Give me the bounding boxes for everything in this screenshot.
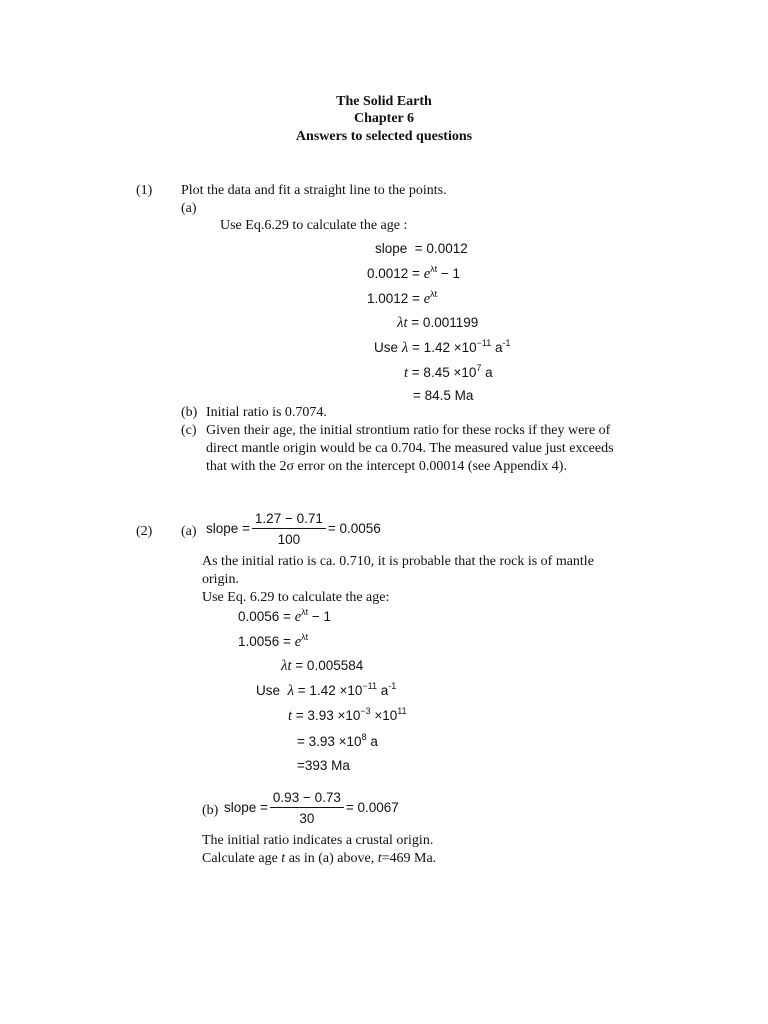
q2-b-slope-equation [224,790,399,826]
q2-slope-numerator: 1.27 − 0.71 [252,511,326,529]
q1-equation-2 [367,266,460,282]
q1-eq3-exp: λt [430,289,438,299]
q1-part-c-line-3 [206,459,567,475]
q1-eq6-t: t [404,365,409,381]
q2-slope-fraction [252,511,326,547]
q2-eq4-val: = 1.42 ×10 [297,683,363,698]
q1-equation-slope [375,241,468,257]
q1-part-c-line-2: direct mantle origin would be ca 0.704. The measured value just exceeds [206,441,614,456]
question-1-number: (1) [136,183,153,198]
document-title: The Solid Earth [336,94,432,109]
sigma-symbol: σ [286,459,295,474]
q1-equation-6 [404,365,493,381]
section-heading: Answers to selected questions [295,129,473,144]
q2-b-text2-c: =469 Ma. [381,851,437,866]
q2-b-slope-denominator: 30 [299,811,315,826]
q2-eq2-lhs: 1.0056 = [238,634,291,649]
q1-equation-3 [367,291,437,307]
chapter-heading: Chapter 6 [353,111,415,126]
q2-eq1-tail: − 1 [311,609,332,624]
q2-equation-3 [281,658,363,674]
q2-eq2-e: e [294,634,302,650]
q2-eq3-rhs: = 0.005584 [295,658,364,673]
q1-part-c-line-3a: that with the 2 [206,459,287,474]
q1-eq2-e: e [423,266,431,282]
q1-part-b-label: (b) [181,405,198,420]
q1-eq1-rhs: = 0.0012 [414,241,468,256]
q2-b-text2-b: as in (a) above, [285,851,378,866]
q1-eq2-tail: − 1 [440,266,461,281]
q1-eq4-t: t [403,315,408,331]
q2-eq3-lambda: λ [281,658,288,674]
q2-text-line-3: Use Eq. 6.29 to calculate the age: [202,590,390,605]
q2-eq5-t: t [288,708,293,724]
q2-equation-7: =393 Ma [297,758,350,773]
q1-eq6-exp: 7 [476,363,482,373]
q2-eq3-t: t [287,658,292,674]
q2-slope-rhs: = 0.0056 [327,521,381,536]
q2-eq5-val: = 3.93 ×10 [295,708,361,723]
q2-eq6-unit: a [370,734,378,749]
q2-equation-1 [238,609,331,625]
q2-eq4-unit: a [380,683,389,698]
q1-eq5-unit: a [494,340,503,355]
q2-eq1-e: e [294,609,302,625]
q1-part-b-text: Initial ratio is 0.7074. [206,405,327,420]
q2-eq6-exp: 8 [361,732,367,742]
q1-eq5-val: = 1.42 ×10 [412,340,477,355]
q2-eq6-val: = 3.93 ×10 [297,734,362,749]
q2-eq1-exp: λt [301,607,309,617]
q1-eq6-unit: a [485,365,493,380]
q1-eq5-use: Use [374,340,399,355]
q2-eq4-use: Use [256,683,281,698]
q2-text-line-1: As the initial ratio is ca. 0.710, it is probable that the rock is of mantle [202,554,594,569]
q2-equation-2 [238,634,308,650]
q2-b-slope-fraction [270,790,344,826]
q2-equation-5 [288,708,407,724]
q2-b-text2-a: Calculate age [202,851,282,866]
question-2-number: (2) [136,524,153,539]
q2-b-text-line-1: The initial ratio indicates a crustal origin. [202,833,434,848]
q1-part-a-label: (a) [181,201,197,216]
q1-eq1-lhs: slope [375,241,408,256]
q2-text-line-2: origin. [202,572,239,587]
q2-b-slope-numerator: 0.93 − 0.73 [270,790,344,808]
q1-eq5-exp: −11 [476,338,492,348]
q1-eq4-rhs: = 0.001199 [411,315,479,330]
q1-eq3-lhs: 1.0012 = [367,291,420,306]
q1-equation-5 [374,340,511,356]
q2-b-text-line-2 [202,851,436,867]
q2-eq5-exp1: −3 [360,706,371,716]
question-1-intro: Plot the data and fit a straight line to the points. [181,183,447,198]
q1-eq2-lhs: 0.0012 = [367,266,420,281]
q1-part-c-line-3b: error on the intercept 0.00014 (see Appendix 4). [294,459,567,474]
q1-eq3-e: e [423,291,431,307]
q1-part-c-line-1: Given their age, the initial strontium ratio for these rocks if they were of [206,423,611,438]
q2-eq4-exp: −11 [362,681,377,691]
q1-eq5-unit-exp: -1 [502,338,511,348]
q1-eq4-lambda: λ [397,315,404,331]
q2-b-slope-rhs: = 0.0067 [345,800,399,815]
q1-eq2-exp: λt [430,264,438,274]
q2-eq1-lhs: 0.0056 = [238,609,291,624]
q2-eq4-unit-exp: -1 [388,681,397,691]
q1-eq5-lambda: λ [401,340,409,356]
q2-b-slope-lhs: slope = [224,800,268,815]
q1-use-eq-text: Use Eq.6.29 to calculate the age : [220,218,408,233]
q1-part-c-label: (c) [181,423,197,438]
q2-b-text2-t2: t [377,851,382,866]
q2-equation-4 [256,683,396,699]
q2-eq4-lambda: λ [287,683,295,699]
q2-slope-lhs: slope = [206,521,250,536]
q2-b-text2-t: t [281,851,286,866]
q1-equation-4 [397,315,478,331]
q2-slope-denominator: 100 [277,532,301,547]
q2-eq5-mid: ×10 [370,708,398,723]
q2-part-a-label: (a) [181,524,197,539]
q2-slope-equation [206,511,381,547]
q2-equation-6 [297,734,378,750]
q2-eq2-exp: λt [301,632,309,642]
q2-eq5-exp2: 11 [397,706,407,716]
q2-part-b-label: (b) [202,803,219,818]
q1-equation-7: = 84.5 Ma [413,388,474,403]
q1-eq6-val: = 8.45 ×10 [411,365,477,380]
